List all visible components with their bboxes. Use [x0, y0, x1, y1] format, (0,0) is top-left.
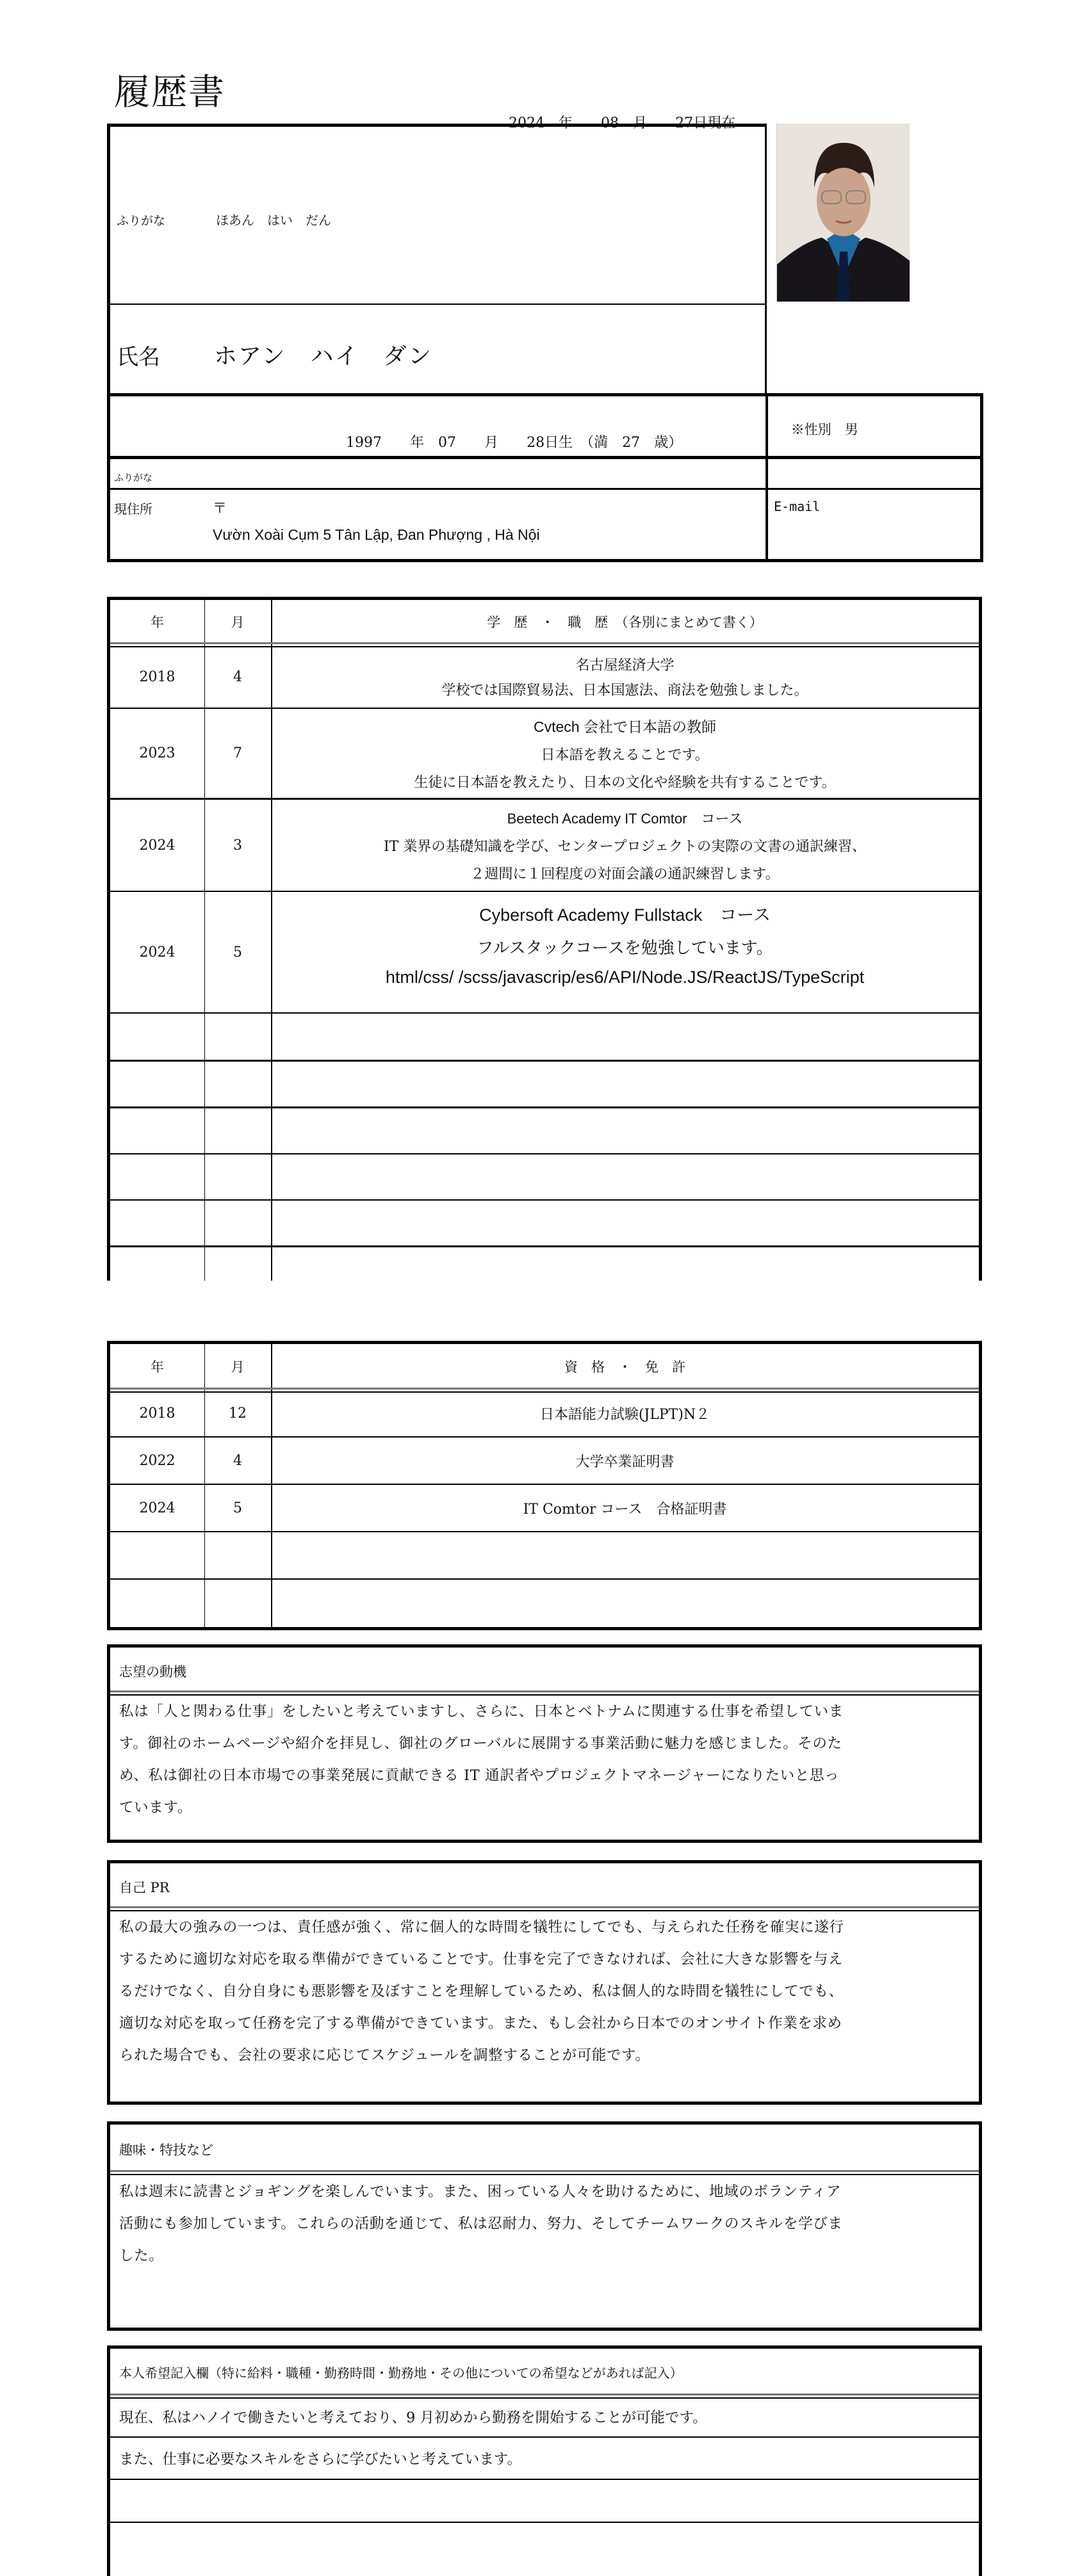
age-value: 27	[622, 435, 641, 451]
history-row-7[interactable]	[110, 1108, 979, 1153]
licenses-header-content: 資 格 ・ 免 許	[564, 1359, 685, 1375]
address-furigana-label: ふりがな	[114, 472, 153, 483]
history-row-1-content[interactable]	[271, 646, 979, 708]
history-row-2-content[interactable]	[271, 709, 979, 798]
license-row-1-month: 12	[229, 1405, 247, 1422]
hobbies-line: 私は週末に読書とジョギングを楽しんでいます。また、困っている人々を助けるために、地域のボランティア	[119, 2183, 842, 2200]
history-row-1-year: 2018	[139, 668, 176, 685]
history-row-3-year: 2024	[139, 837, 176, 854]
history-row-5[interactable]	[110, 1014, 979, 1060]
date-month: 08	[601, 115, 619, 131]
birth-date[interactable]	[328, 416, 682, 467]
postal-mark: 〒	[213, 500, 227, 516]
birth-year-unit: 年	[410, 435, 425, 451]
email-label: E-mail	[774, 499, 821, 514]
motivation-line: め、私は御社の日本市場での事業発展に貢献できる IT 通訳者やプロジェクトマネージャーになりたいと思っ	[119, 1767, 840, 1784]
self-pr-line: するために適切な対応を取る準備ができていることです。仕事を完了できなければ、会社に大きな影響を与え	[119, 1951, 844, 1968]
history-row-10[interactable]	[110, 1247, 979, 1284]
date-year: 2024	[509, 115, 544, 131]
license-row-3-month: 5	[233, 1500, 242, 1516]
self-pr-line: 適切な対応を取って任務を完了する準備ができています。また、もし会社から日本でのオンサイト作業を求め	[119, 2015, 842, 2032]
history-row-2-year: 2023	[139, 745, 176, 761]
address-value[interactable]: Vườn Xoài Cụm 5 Tân Lập, Đan Phượng , Hà Nội	[213, 526, 540, 543]
gender-field[interactable]	[774, 404, 858, 454]
motivation-line: 私は「人と関わる仕事」をしたいと考えていますし、さらに、日本とベトナムに関連する仕事を希望していま	[119, 1703, 844, 1720]
self-pr-line: 私の最大の強みの一つは、責任感が強く、常に個人的な時間を犠牲にしてでも、与えられた任務を確実に遂行	[119, 1919, 844, 1936]
history-row-6[interactable]	[110, 1062, 979, 1106]
history-row-4-month: 5	[233, 944, 242, 960]
furigana-label: ふりがな	[117, 214, 166, 228]
history-row-1-month: 4	[233, 668, 242, 685]
license-row-1-text[interactable]: 日本語能力試験(JLPT)N２	[539, 1406, 710, 1423]
history-row-2-month: 7	[233, 745, 242, 761]
history-header-month: 月	[231, 615, 245, 630]
history-line: IT 業界の基礎知識を学び、センタープロジェクトの実際の文書の通訳練習、	[383, 838, 867, 855]
gender-value: 男	[844, 422, 858, 437]
history-header-year: 年	[151, 615, 164, 630]
history-row-4-year: 2024	[139, 944, 176, 960]
license-row-3-year: 2024	[139, 1500, 176, 1516]
history-line: Beetech Academy IT Comtor コース	[507, 810, 743, 827]
history-table	[107, 597, 982, 1281]
self-pr-line: られた場合でも、会社の要求に応じてスケジュールを調整することが可能です。	[119, 2047, 650, 2064]
self-pr-text[interactable]	[110, 1911, 979, 2071]
hobbies-title: 趣味・特技など	[119, 2143, 213, 2158]
history-line: 日本語を教えることです。	[541, 747, 709, 763]
document-title: 履歴書	[114, 72, 225, 113]
age-prefix: （満	[587, 435, 609, 451]
history-row-9[interactable]	[110, 1201, 979, 1245]
license-row-2-year: 2022	[139, 1452, 176, 1469]
history-line: ２週間に１回程度の対面会議の通訳練習します。	[470, 866, 780, 882]
self-pr-section	[107, 1860, 982, 2105]
motivation-line: ています。	[119, 1799, 192, 1816]
furigana-value[interactable]: ほあん はい だん	[216, 213, 331, 228]
portrait-image	[777, 124, 910, 302]
history-row-4-content[interactable]	[271, 901, 979, 1003]
hobbies-line: 活動にも参加しています。これらの活動を通じて、私は忍耐力、努力、そしてチームワークのスキルを学びま	[119, 2216, 843, 2232]
name-block	[107, 124, 767, 395]
history-line: html/css/ /scss/javascrip/es6/API/Node.JS/ReactJS/TypeScript	[385, 968, 865, 987]
requests-line-2[interactable]: また、仕事に必要なスキルをさらに学びたいと考えています。	[119, 2451, 521, 2468]
history-line: Cvtech 会社で日本語の教師	[534, 718, 716, 735]
license-row-2-month: 4	[233, 1452, 242, 1469]
requests-line-4[interactable]	[110, 2523, 979, 2564]
license-row-1-year: 2018	[139, 1405, 176, 1422]
requests-section	[107, 2345, 982, 2576]
age-suffix: 歳）	[654, 435, 683, 451]
license-row-4[interactable]	[110, 1532, 979, 1578]
birth-year: 1997	[345, 435, 382, 451]
address-label: 現住所	[114, 501, 152, 517]
motivation-section	[107, 1644, 982, 1843]
motivation-text[interactable]	[110, 1696, 979, 1824]
gender-label: ※性別	[790, 422, 831, 437]
history-line: 学校では国際貿易法、日本国憲法、商法を勉強しました。	[441, 683, 808, 699]
history-line: フルスタックコースを勉強しています。	[477, 939, 773, 958]
motivation-line: す。御社のホームページや紹介を拝見し、御社のグローバルに展開する事業活動に魅力を感じました。そのた	[119, 1735, 842, 1752]
license-row-3-text[interactable]: IT Comtor コース 合格証明書	[523, 1501, 727, 1518]
requests-line-3[interactable]	[110, 2480, 979, 2521]
licenses-table	[107, 1341, 982, 1630]
birth-month: 07	[438, 435, 457, 451]
birth-day-suffix: 日生	[544, 435, 573, 451]
license-row-2-text[interactable]: 大学卒業証明書	[575, 1454, 675, 1470]
hobbies-line: した。	[119, 2248, 164, 2264]
date-day: 27	[675, 115, 694, 131]
requests-line-1[interactable]: 現在、私はハノイで働きたいと考えており、9 月初めから勤務を開始することが可能です。	[119, 2410, 707, 2426]
history-row-8[interactable]	[110, 1154, 979, 1199]
history-row-3-content[interactable]	[271, 800, 979, 891]
birth-day: 28	[527, 435, 545, 451]
date-month-unit: 月	[633, 115, 648, 131]
date-day-suffix: 日現在	[693, 115, 736, 131]
hobbies-text[interactable]	[110, 2176, 979, 2272]
history-header-content: 学 歴 ・ 職 歴 （各別にまとめて書く）	[487, 615, 763, 630]
requests-title: 本人希望記入欄（特に給料・職種・勤務時間・勤務地・その他についての希望などがあれば記入）	[119, 2365, 683, 2381]
history-row-3-month: 3	[233, 837, 242, 854]
birth-month-unit: 月	[484, 435, 499, 451]
licenses-header-month: 月	[231, 1359, 245, 1375]
self-pr-title: 自己 PR	[119, 1880, 170, 1895]
history-line: 生徒に日本語を教えたり、日本の文化や経験を共有することです。	[414, 775, 836, 791]
personal-info-block	[107, 393, 983, 562]
id-photo	[776, 124, 910, 302]
self-pr-line: るだけでなく、自分自身にも悪影響を及ぼすことを理解しているため、私は個人的な時間を犠牲にしてでも、	[119, 1983, 844, 2000]
license-row-5[interactable]	[110, 1580, 979, 1627]
name-value[interactable]: ホアン ハイ ダン	[214, 343, 432, 369]
name-label: 氏名	[117, 344, 160, 370]
history-line: 名古屋経済大学	[575, 658, 675, 674]
history-line: Cybersoft Academy Fullstack コース	[479, 905, 771, 925]
hobbies-section	[107, 2121, 982, 2331]
licenses-header-year: 年	[151, 1359, 164, 1375]
date-year-unit: 年	[559, 115, 573, 131]
motivation-title: 志望の動機	[119, 1664, 186, 1680]
